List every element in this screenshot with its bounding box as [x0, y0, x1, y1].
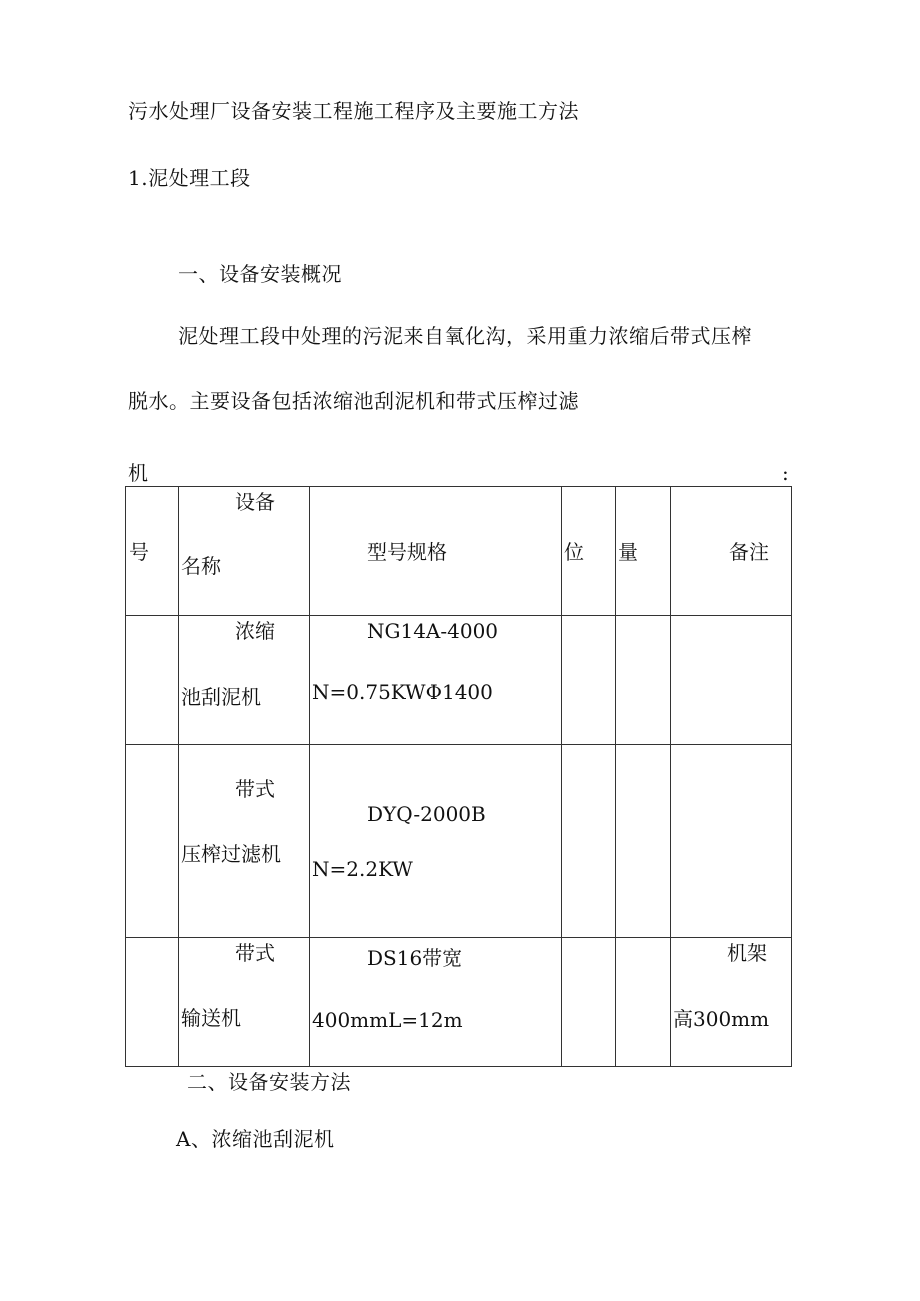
header-qty-cell [616, 487, 671, 616]
row-3-name-line-2: 输送机 [181, 1006, 241, 1030]
row-2-name-line-1: 带式 [235, 777, 275, 801]
header-spec: 型号规格 [367, 540, 447, 564]
header-name-line-2: 名称 [181, 554, 221, 578]
row-2-name-line-2: 压榨过滤机 [181, 842, 281, 866]
row-1-name-line-2: 池刮泥机 [181, 685, 261, 709]
header-unit: 位 [564, 540, 584, 564]
header-name-line-1: 设备 [235, 490, 275, 514]
row-3-remark-line-2: 高300mm [673, 1007, 770, 1031]
header-no: 号 [129, 540, 149, 564]
header-remark: 备注 [729, 540, 769, 564]
row-1-spec-line-1: NG14A-4000 [367, 619, 499, 643]
table-row [126, 745, 792, 938]
equipment-table [125, 486, 792, 1067]
heading-install-method: 二、设备安装方法 [187, 1070, 351, 1094]
table-row [126, 938, 792, 1067]
paragraph-line-3: 机 [128, 461, 149, 485]
row-2-spec-line-1: DYQ-2000B [367, 802, 486, 826]
paragraph-line-1: 泥处理工段中处理的污泥来自氧化沟，采用重力浓缩后带式压榨 [178, 324, 752, 348]
row-2-spec-line-2: N=2.2KW [312, 857, 413, 881]
document-title: 污水处理厂设备安装工程施工程序及主要施工方法 [128, 99, 579, 123]
row-1-spec-line-2: N=0.75KWΦ1400 [312, 680, 493, 704]
row-3-spec-line-1: DS16带宽 [367, 946, 463, 970]
table-header-row [126, 487, 792, 616]
heading-overview: 一、设备安装概况 [178, 262, 342, 286]
section-title: 1.泥处理工段 [128, 166, 251, 190]
row-3-name-line-1: 带式 [235, 941, 275, 965]
table-row [126, 616, 792, 745]
header-no-cell [126, 487, 179, 616]
header-name-cell [179, 487, 310, 616]
header-spec-cell [310, 487, 562, 616]
header-unit-cell [562, 487, 616, 616]
paragraph-line-2: 脱水。主要设备包括浓缩池刮泥机和带式压榨过滤 [128, 389, 579, 413]
header-qty: 量 [618, 540, 638, 564]
row-3-spec-line-2: 400mmL=12m [312, 1008, 463, 1032]
subheading-thickener-scraper: A、浓缩池刮泥机 [176, 1127, 335, 1151]
header-remark-cell [671, 487, 792, 616]
row-1-name-line-1: 浓缩 [235, 619, 275, 643]
row-3-remark-line-1: 机架 [727, 941, 767, 965]
paragraph-line-3-colon: : [782, 461, 790, 485]
